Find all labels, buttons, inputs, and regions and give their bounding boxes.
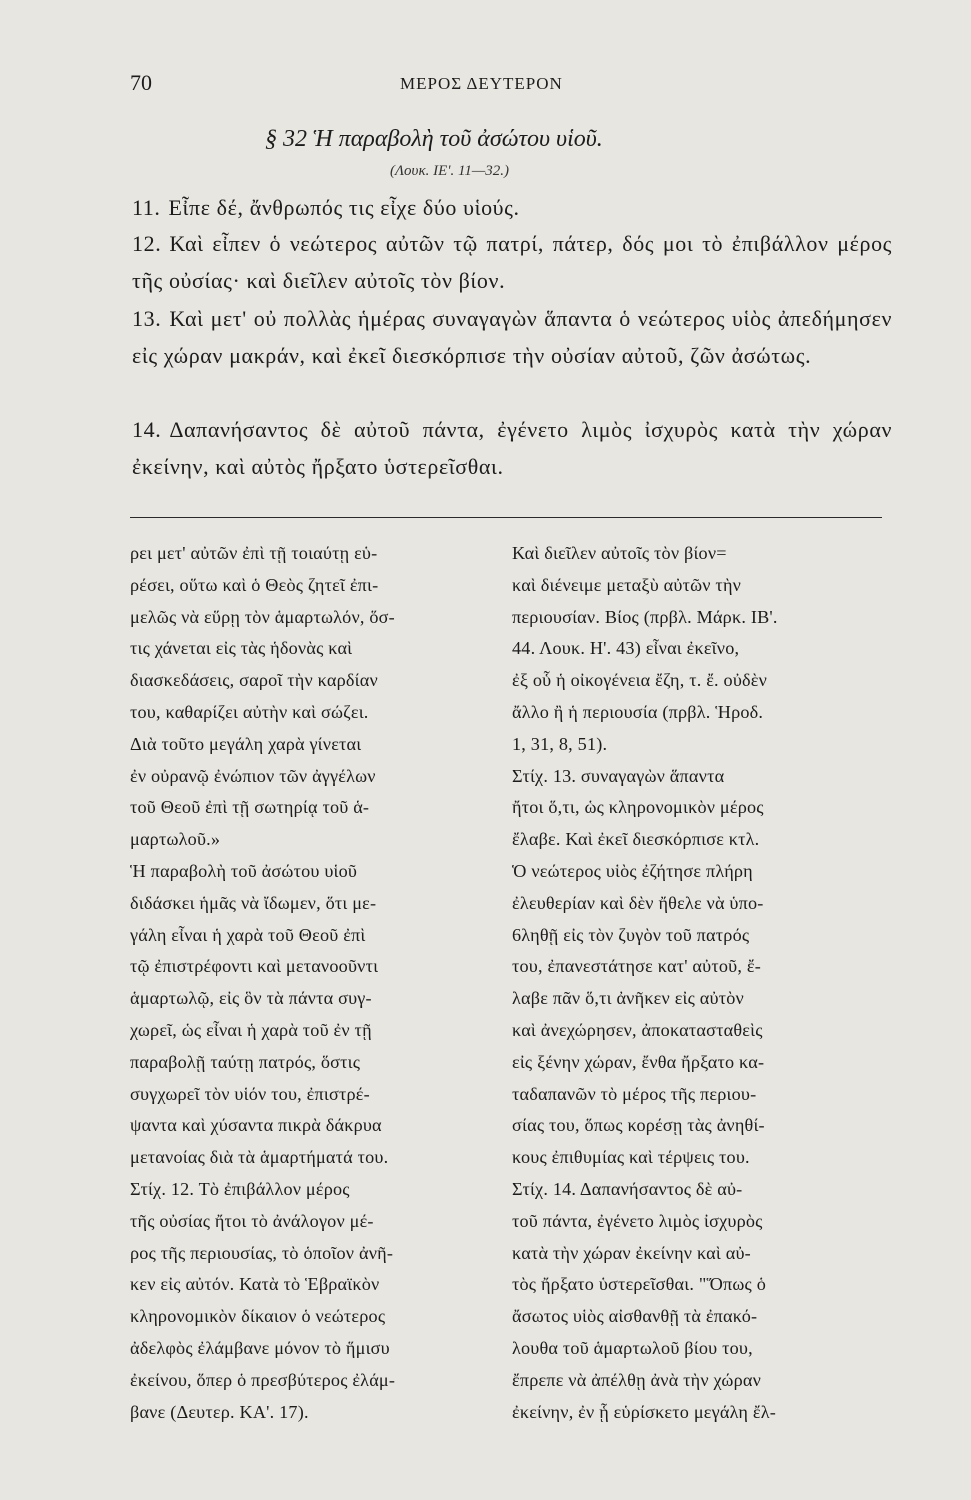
commentary-line: ἄλλο ἢ ἡ περιουσία (πρβλ. Ἡροδ. [512, 701, 764, 722]
commentary-line: Στίχ. 12. Τὸ ἐπιβάλλον μέρος [130, 1178, 350, 1199]
commentary-line: 1, 31, 8, 51). [512, 733, 608, 754]
commentary-line: ἤτοι ὅ,τι, ὡς κληρονομικὸν μέρος [512, 797, 764, 818]
verse-number: 13. [132, 306, 162, 331]
commentary-line: συγχωρεῖ τὸν υἱόν του, ἐπιστρέ- [130, 1083, 370, 1104]
commentary-line: τοῦ Θεοῦ ἐπὶ τῇ σωτηρίᾳ τοῦ ἁ- [130, 797, 370, 818]
commentary-line: Διὰ τοῦτο μεγάλη χαρὰ γίνεται [130, 733, 362, 754]
commentary-line: 44. Λουκ. Η'. 43) εἶναι ἐκεῖνο, [512, 638, 740, 659]
commentary-line: τις χάνεται εἰς τὰς ἡδονὰς καὶ [130, 638, 353, 659]
section-heading: § 32 Ἡ παραβολὴ τοῦ ἀσώτου υἱοῦ. [265, 126, 603, 152]
verse-number: 12. [132, 231, 162, 256]
commentary-line: καὶ ἀνεχώρησεν, ἀποκατασταθεὶς [512, 1019, 763, 1040]
verse-text: Δαπανήσαντος δὲ αὐτοῦ πάντα, ἐγένετο λιμὸς ἰσχυρὸς κατὰ τὴν χώραν ἐκείνην, καὶ αὐτὸς ἤρξατο ὑστερεῖσθαι. [132, 417, 892, 479]
section-reference: (Λουκ. ΙΕ'. 11—32.) [390, 163, 509, 179]
commentary-line: μετανοίας διὰ τὰ ἁμαρτήματά του. [130, 1147, 389, 1168]
verse-text: Εἶπε δέ, ἄνθρωπός τις εἶχε δύο υἱούς. [168, 195, 520, 220]
commentary-line: ἔπρεπε νὰ ἀπέλθῃ ἀνὰ τὴν χώραν [512, 1369, 762, 1390]
commentary-line: τῷ ἐπιστρέφοντι καὶ μετανοοῦντι [130, 956, 379, 977]
commentary-line: 6ληθῇ εἰς τὸν ζυγὸν τοῦ πατρός [512, 924, 750, 945]
commentary-line: ἀδελφὸς ἐλάμβανε μόνον τὸ ἥμισυ [130, 1337, 390, 1358]
commentary-line: κατὰ τὴν χώραν ἐκείνην καὶ αὐ- [512, 1242, 751, 1263]
commentary-line: τὸς ἤρξατο ὑστερεῖσθαι. "Ὅπως ὁ [512, 1274, 767, 1295]
commentary-line: διασκεδάσεις, σαροῖ τὴν καρδίαν [130, 670, 378, 691]
page-number: 70 [130, 70, 152, 95]
verse-14 [132, 412, 892, 485]
commentary-line: λαβε πᾶν ὅ,τι ἀνῆκεν εἰς αὐτὸν [512, 988, 744, 1009]
commentary-line: παραβολῇ ταύτῃ πατρός, ὅστις [130, 1051, 361, 1072]
commentary-line: ἄσωτος υἱὸς αἰσθανθῇ τὰ ἐπακό- [512, 1306, 758, 1327]
commentary-line: διδάσκει ἡμᾶς νὰ ἴδωμεν, ὅτι με- [130, 892, 377, 913]
commentary-line: ἐκείνην, ἐν ᾗ εὑρίσκετο μεγάλη ἔλ- [512, 1401, 777, 1422]
commentary-line: ρει μετ' αὐτῶν ἐπὶ τῇ τοιαύτῃ εὑ- [130, 543, 378, 563]
commentary-line: κους ἐπιθυμίας καὶ τέρψεις του. [512, 1147, 750, 1168]
footnote-divider [130, 517, 882, 518]
commentary-line: ρος τῆς περιουσίας, τὸ ὁποῖον ἀνῆ- [130, 1242, 394, 1263]
commentary-line: τῆς οὐσίας ἤτοι τὸ ἀνάλογον μέ- [130, 1210, 374, 1231]
running-header [130, 70, 890, 98]
commentary-line: μαρτωλοῦ.» [130, 829, 221, 850]
commentary-line: σίας του, ὅπως κορέσῃ τὰς ἀνηθί- [512, 1115, 765, 1136]
commentary-line: κεν εἰς αὐτόν. Κατὰ τὸ Ἑβραϊκὸν [130, 1274, 380, 1295]
verse-number: 11. [132, 195, 161, 220]
commentary-left-column [130, 538, 490, 1428]
commentary-line: καὶ διένειμε μεταξὺ αὐτῶν τὴν [512, 574, 742, 595]
verse-text: Καὶ εἶπεν ὁ νεώτερος αὐτῶν τῷ πατρί, πάτερ, δός μοι τὸ ἐπιβάλλον μέρος τῆς οὐσίας· καὶ διεῖλεν αὐτοῖς τὸν βίον. [132, 231, 892, 293]
commentary-line: ἐκείνου, ὅπερ ὁ πρεσβύτερος ἐλάμ- [130, 1369, 396, 1390]
commentary-line: κληρονομικὸν δίκαιον ὁ νεώτερος [130, 1306, 386, 1327]
commentary-line: τοῦ πάντα, ἐγένετο λιμὸς ἰσχυρὸς [512, 1210, 763, 1231]
commentary-line: του, καθαρίζει αὐτὴν καὶ σώζει. [130, 701, 369, 722]
verse-number: 14. [132, 417, 162, 442]
commentary-line: ψαντα καὶ χύσαντα πικρὰ δάκρυα [130, 1115, 382, 1136]
commentary-line: γάλη εἶναι ἡ χαρὰ τοῦ Θεοῦ ἐπὶ [130, 924, 366, 945]
verse-text: Καὶ μετ' οὐ πολλὰς ἡμέρας συναγαγὼν ἅπαντα ὁ νεώτερος υἱὸς ἀπεδήμησεν εἰς χώραν μακράν, καὶ ἐκεῖ διεσκόρπισε τὴν οὐσίαν αὐτοῦ, ζῶν ἀσώτως. [132, 306, 892, 368]
verse-12 [132, 226, 892, 299]
commentary-line: Καὶ διεῖλεν αὐτοῖς τὸν βίον= [512, 543, 727, 563]
commentary-line: ἔλαβε. Καὶ ἐκεῖ διεσκόρπισε κτλ. [512, 829, 760, 850]
running-title: ΜΕΡΟΣ ΔΕΥΤΕΡΟΝ [400, 74, 563, 93]
commentary-line: χωρεῖ, ὡς εἶναι ἡ χαρὰ τοῦ ἐν τῇ [130, 1019, 372, 1040]
commentary-line: ἐξ οὗ ἡ οἰκογένεια ἔζη, τ. ἔ. οὐδὲν [512, 670, 768, 691]
commentary-line: ταδαπανῶν τὸ μέρος τῆς περιου- [512, 1083, 757, 1104]
commentary-line: ρέσει, οὕτω καὶ ὁ Θεὸς ζητεῖ ἐπι- [130, 574, 379, 595]
verse-11 [132, 190, 892, 227]
commentary-line: μελῶς νὰ εὕρῃ τὸν ἁμαρτωλόν, ὅσ- [130, 606, 395, 627]
commentary-line: Στίχ. 14. Δαπανήσαντος δὲ αὐ- [512, 1178, 743, 1199]
commentary-right-column [512, 538, 880, 1428]
commentary-line: Στίχ. 13. συναγαγὼν ἅπαντα [512, 765, 725, 786]
commentary-line: περιουσίαν. Βίος (πρβλ. Μάρκ. ΙΒ'. [512, 606, 778, 627]
commentary-line: εἰς ξένην χώραν, ἔνθα ἤρξατο κα- [512, 1051, 765, 1072]
commentary-line: λουθα τοῦ ἁμαρτωλοῦ βίου του, [512, 1337, 753, 1358]
commentary-line: ἐν οὐρανῷ ἐνώπιον τῶν ἀγγέλων [130, 765, 376, 786]
verse-13 [132, 301, 892, 374]
commentary-line: Ἡ παραβολὴ τοῦ ἀσώτου υἱοῦ [130, 860, 358, 881]
commentary-line: βανε (Δευτερ. ΚΑ'. 17). [130, 1401, 309, 1422]
commentary-line: Ὁ νεώτερος υἱὸς ἐζήτησε πλήρη [512, 860, 753, 881]
commentary-line: ἐλευθερίαν καὶ δὲν ἤθελε νὰ ὑπο- [512, 892, 764, 913]
commentary-line: του, ἐπανεστάτησε κατ' αὐτοῦ, ἔ- [512, 956, 761, 977]
commentary-line: ἁμαρτωλῷ, εἰς ὃν τὰ πάντα συγ- [130, 988, 372, 1009]
